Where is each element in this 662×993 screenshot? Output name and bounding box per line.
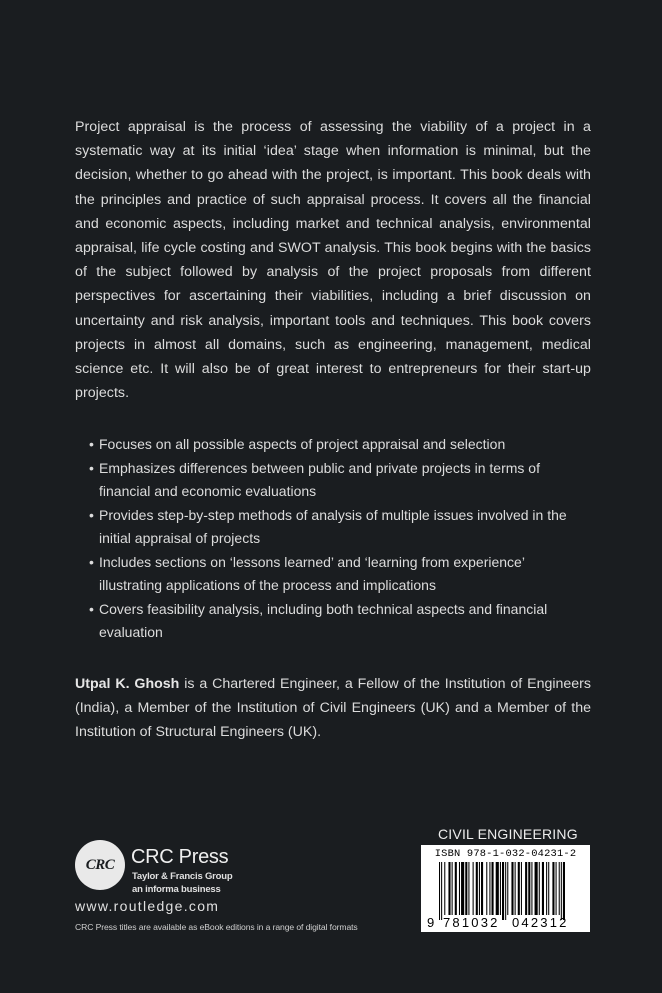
isbn-label: ISBN 978-1-032-04231-2 — [434, 848, 577, 860]
feature-item — [89, 551, 591, 598]
bullet-icon: • — [89, 506, 94, 523]
author-bio — [75, 672, 591, 745]
subject-category: CIVIL ENGINEERING — [438, 826, 578, 842]
barcode-digit-group-2: 042312 — [512, 915, 569, 930]
feature-text: Focuses on all possible aspects of project appraisal and selection — [99, 436, 506, 453]
isbn-barcode — [421, 845, 590, 932]
feature-text: Emphasizes differences between public and private projects in terms of financial and economic evaluations — [99, 459, 540, 500]
bullet-icon: • — [89, 553, 94, 570]
publisher-name: CRC Press — [131, 846, 229, 868]
logo-text: CRC — [85, 856, 115, 873]
feature-text: Provides step-by-step methods of analysis of multiple issues involved in the initial appraisal of projects — [99, 506, 567, 547]
feature-item — [89, 457, 591, 504]
feature-item — [89, 433, 591, 457]
bullet-icon: • — [89, 459, 94, 476]
publisher-tagline: an informa business — [132, 884, 221, 895]
author-bio-text: is a Chartered Engineer, a Fellow of the Institution of Engineers (India), a Member of the Institution of Civil Engineers (UK) and a Member of the Institution of Structural Engineers (UK). — [75, 675, 591, 741]
ebook-note: CRC Press titles are available as eBook editions in a range of digital formats — [75, 922, 358, 932]
feature-text: Covers feasibility analysis, including both technical aspects and financial evaluation — [99, 600, 548, 641]
feature-item — [89, 598, 591, 645]
book-description: Project appraisal is the process of assessing the viability of a project in a systematic way at its initial ‘idea’ stage when information is minimal, but the decision, whether to go ahead with the project, is important. This book deals with the principles and practice of such appraisal process. It covers all the financial and economic aspects, including market and technical analysis, environmental appraisal, life cycle costing and SWOT analysis. This book begins with the basics of the subject followed by analysis of the project proposals from different perspectives for ascertaining their viabilities, including a brief discussion on uncertainty and risk analysis, important tools and techniques. This book covers projects in almost all domains, such as engineering, management, medical science etc. It will also be of great interest to entrepreneurs for their start-up projects. — [75, 119, 591, 402]
feature-item — [89, 504, 591, 551]
bullet-icon: • — [89, 600, 94, 617]
publisher-group: Taylor & Francis Group — [132, 871, 233, 882]
feature-text: Includes sections on ‘lessons learned’ and ‘learning from experience’ illustrating applications of the process and implications — [99, 553, 525, 594]
crc-press-logo-icon — [75, 840, 125, 890]
bullet-icon: • — [89, 436, 94, 453]
publisher-website: www.routledge.com — [75, 898, 220, 914]
barcode-digit-lead: 9 — [427, 915, 435, 930]
barcode-digit-group-1: 781032 — [443, 915, 500, 930]
author-name: Utpal K. Ghosh — [75, 675, 180, 692]
back-cover-text — [75, 115, 591, 759]
feature-list — [75, 433, 591, 645]
